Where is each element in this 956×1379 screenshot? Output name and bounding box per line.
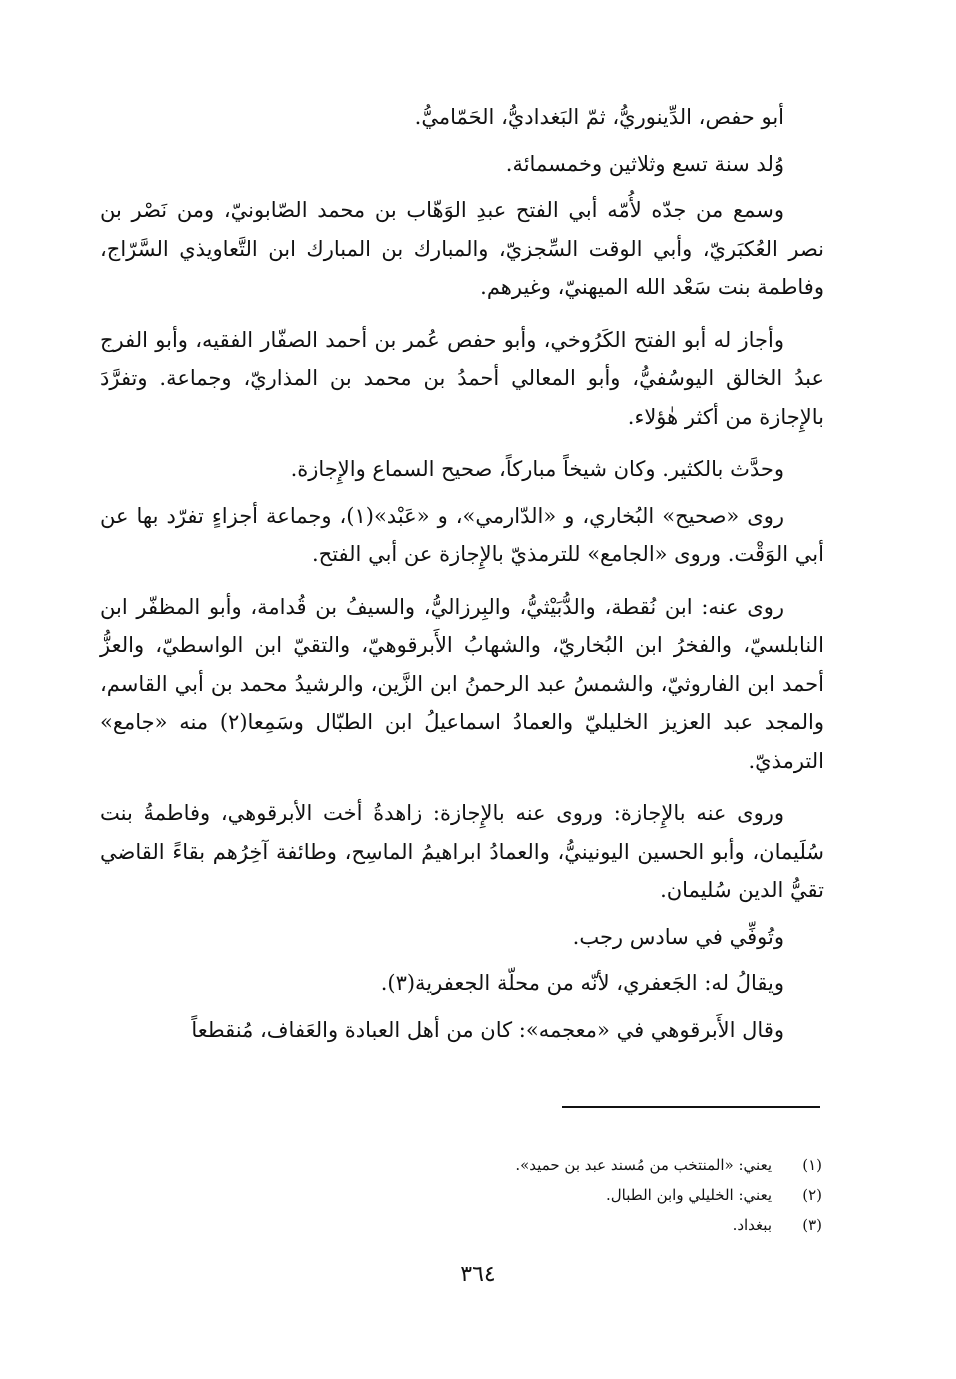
paragraph: وأجاز له أبو الفتح الكَرُوخي، وأبو حفص عُمر بن أحمد الصفّار الفقيه، وأبو الفرج عبدُ الخالق اليوسُفيُّ، وأبو المعالي أحمدُ بن محمد بن المذاريّ، وجماعة. وتفرَّدَ بالإِجازة من أكثر هٰؤلاء. bbox=[100, 327, 824, 429]
paragraph: روى عنه: ابن نُقطة، والدُّبَيْثيُّ، والبِرزاليُّ، والسيفُ بن قُدامة، وأبو المظفّر ابن النابلسيّ، والفخرُ ابن البُخاريّ، والشهابُ الأَبرقوهيّ، والتقيّ ابن الواسطيّ، والعزُّ أحمد ابن الفاروثيّ، والشمسُ عبد الرحمنُ ابن الزَّين، والرشيدُ محمد بن أبي القاسم، والمجد عبد العزيز الخليليّ والعمادُ اسماعيلُ ابن الطبّال وسَمِعا(٢) منه «جامع» الترمذيّ. bbox=[100, 594, 825, 773]
paragraph: روى «صحيح» البُخاري، و «الدّارمي»، و «عَبْد»(١)، وجماعة أجزاءٍ تفرّد بها عن أبي الوَقْت. وروى «الجامع» للترمذيّ بالإِجازة عن أبي الفتح. bbox=[100, 503, 824, 566]
footnote bbox=[515, 1150, 822, 1180]
paragraph: ويقالُ له: الجَعفري، لأنّه من محلّة الجعفرية(٣). bbox=[380, 971, 784, 995]
page-number: ٣٦٤ bbox=[460, 1262, 496, 1287]
footnote-number: (٣) bbox=[802, 1216, 822, 1234]
paragraph: وتُوفِّي في سادس رجب. bbox=[572, 924, 784, 949]
footnote-text: يعني: الخليلي وابن الطبال. bbox=[606, 1186, 772, 1204]
footnote-text: يعني: «المنتخب من مُسند عبد بن حميد». bbox=[515, 1156, 772, 1174]
footnote bbox=[515, 1210, 822, 1240]
main-text bbox=[100, 98, 824, 1057]
footnotes bbox=[515, 1150, 822, 1240]
paragraph: وُلد سنة تسع وثلاثين وخمسمائة. bbox=[505, 151, 784, 176]
footnote-text: ببغداد. bbox=[732, 1216, 772, 1234]
footnote bbox=[515, 1180, 822, 1210]
paragraph: وروى عنه بالإِجازة: وروى عنه بالإِجازة: زاهدةُ أخت الأبرقوهي، وفاطمةُ بنت سُلَيمان، وأبو الحسين اليونينيُّ، والعمادُ ابراهيمُ الماسِح، وطائفة آخِرُهم بقاءً القاضي تقيُّ الدين سُليمان. bbox=[100, 801, 824, 902]
paragraph: وحدَّث بالكثير. وكان شيخاً مباركاً، صحيح السماع والإِجازة. bbox=[290, 457, 784, 481]
footnote-number: (١) bbox=[802, 1156, 822, 1174]
paragraph: وقال الأَبرقوهي في «معجمه»: كان من أهل العبادة والعَفاف، مُنقطعاً bbox=[191, 1017, 784, 1042]
footnote-number: (٢) bbox=[802, 1186, 822, 1204]
footnote-divider bbox=[562, 1106, 820, 1108]
paragraph: أبو حفص، الدِّينوريُّ، ثمّ البَغداديُّ، الحَمّاميُّ. bbox=[414, 105, 784, 129]
paragraph: وسمع من جدّه لأُمّه أبي الفتح عبدِ الوَهّاب بن محمد الصّابونيّ، ومن نَصْر بن نصر العُكبَريّ، وأبي الوقت السِّجزيّ، والمبارك بن المبارك ابن التَّعاويذي السَّرّاج، وفاطمة بنت سَعْد الله الميهنيّ، وغيرهم. bbox=[100, 198, 824, 299]
